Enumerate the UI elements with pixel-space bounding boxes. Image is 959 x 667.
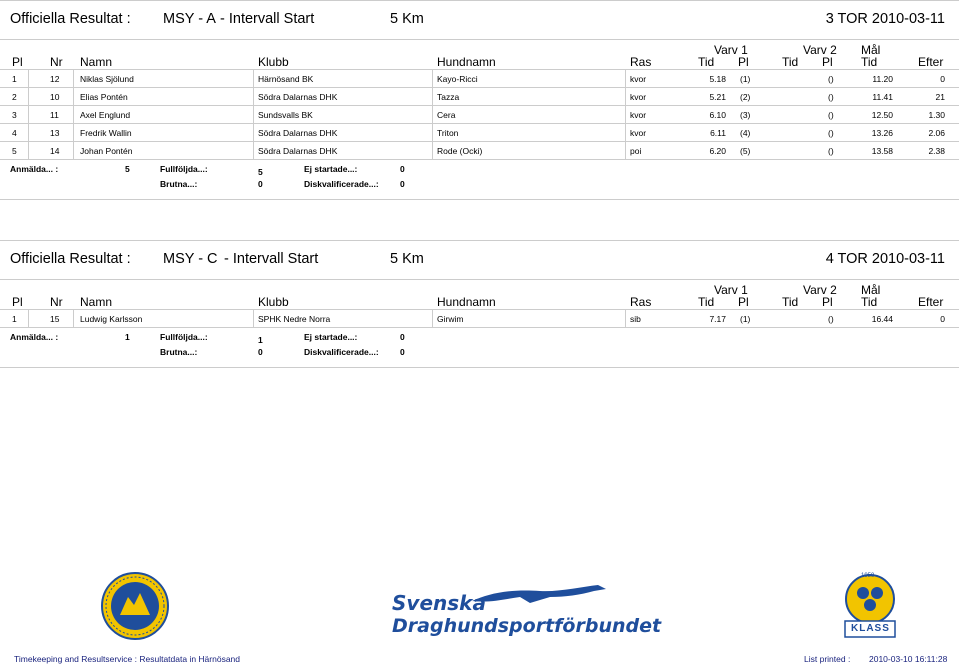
cell-hund: Kayo-Ricci bbox=[437, 74, 478, 84]
ejstartade-value: 0 bbox=[400, 164, 405, 174]
fullfoljda-label: Fullföljda...: bbox=[160, 332, 208, 342]
distance: 5 Km bbox=[390, 251, 424, 267]
results-section-msy-a bbox=[0, 0, 959, 200]
col-ras: Ras bbox=[630, 55, 652, 69]
col-nr: Nr bbox=[50, 55, 63, 69]
cell-namn: Axel Englund bbox=[80, 110, 131, 120]
cell-pl: 4 bbox=[12, 128, 17, 138]
anmalda-value: 1 bbox=[125, 332, 130, 342]
col-varv1: Varv 1 bbox=[714, 283, 748, 297]
cell-klubb: Sundsvalls BK bbox=[258, 110, 313, 120]
cell-v1pl: (1) bbox=[740, 74, 751, 84]
svenska-text: Svenska bbox=[392, 591, 486, 615]
col-hundnamn: Hundnamn bbox=[437, 55, 496, 69]
table-row bbox=[0, 124, 959, 142]
cell-v1tid: 6.11 bbox=[710, 128, 726, 138]
table-header bbox=[0, 280, 959, 310]
cell-nr: 10 bbox=[50, 92, 60, 102]
cell-ras: sib bbox=[630, 314, 641, 324]
cell-nr: 12 bbox=[50, 74, 60, 84]
cell-v2pl: () bbox=[828, 128, 834, 138]
class-name: MSY - C bbox=[163, 251, 218, 267]
printed-label: List printed : bbox=[804, 654, 851, 664]
sponsor-logos bbox=[0, 565, 959, 645]
table-row bbox=[0, 142, 959, 160]
table-body bbox=[0, 310, 959, 328]
summary bbox=[0, 328, 959, 368]
brutna-label: Brutna...: bbox=[160, 179, 198, 189]
col-efter: Efter bbox=[918, 295, 944, 309]
cell-mal: 13.58 bbox=[871, 146, 893, 156]
cell-v1tid: 6.10 bbox=[709, 110, 726, 120]
cell-namn: Johan Pontén bbox=[80, 146, 133, 156]
col-ras: Ras bbox=[630, 295, 652, 309]
cell-v1tid: 5.21 bbox=[709, 92, 726, 102]
section-title-row bbox=[0, 240, 959, 280]
cell-pl: 1 bbox=[12, 314, 17, 324]
table-row bbox=[0, 106, 959, 124]
cell-v2pl: () bbox=[828, 314, 834, 324]
cell-v1pl: (5) bbox=[740, 146, 751, 156]
cell-hund: Girwim bbox=[437, 314, 464, 324]
table-row bbox=[0, 88, 959, 106]
cell-namn: Fredrik Wallin bbox=[80, 128, 132, 138]
col-varv1-pl: Pl bbox=[738, 295, 749, 309]
cell-klubb: Härnösand BK bbox=[258, 74, 314, 84]
ejstartade-value: 0 bbox=[400, 332, 405, 342]
cell-v2pl: () bbox=[828, 146, 834, 156]
table-header bbox=[0, 40, 959, 70]
cell-klubb: Södra Dalarnas DHK bbox=[258, 146, 338, 156]
title-label: Officiella Resultat : bbox=[10, 11, 131, 27]
cell-ras: poi bbox=[630, 146, 642, 156]
cell-ras: kvor bbox=[630, 110, 647, 120]
cell-namn: Ludwig Karlsson bbox=[80, 314, 143, 324]
cell-efter: 2.38 bbox=[928, 146, 945, 156]
cell-ras: kvor bbox=[630, 128, 647, 138]
col-hundnamn: Hundnamn bbox=[437, 295, 496, 309]
cell-nr: 15 bbox=[50, 314, 60, 324]
cell-nr: 14 bbox=[50, 146, 60, 156]
cell-nr: 13 bbox=[50, 128, 60, 138]
col-nr: Nr bbox=[50, 295, 63, 309]
brutna-value: 0 bbox=[258, 179, 263, 189]
distance: 5 Km bbox=[390, 11, 424, 27]
cell-klubb: SPHK Nedre Norra bbox=[258, 314, 331, 324]
table-body bbox=[0, 70, 959, 160]
section-title-row bbox=[0, 0, 959, 40]
col-pl: Pl bbox=[12, 55, 23, 69]
col-mal: Mål bbox=[861, 283, 881, 297]
cell-namn: Elias Pontén bbox=[80, 92, 128, 102]
cell-efter: 21 bbox=[935, 92, 945, 102]
cell-klubb: Södra Dalarnas DHK bbox=[258, 92, 338, 102]
cell-v2pl: () bbox=[828, 92, 834, 102]
klass-text: KLASS bbox=[851, 623, 890, 634]
col-varv1-pl: Pl bbox=[738, 55, 749, 69]
klass-year: 1959 bbox=[861, 573, 875, 579]
cell-v1pl: (1) bbox=[740, 314, 751, 324]
brutna-value: 0 bbox=[258, 347, 263, 357]
diskv-label: Diskvalificerade...: bbox=[304, 347, 379, 357]
summary bbox=[0, 160, 959, 200]
table-row bbox=[0, 310, 959, 328]
anmalda-label: Anmälda... : bbox=[10, 164, 59, 174]
cell-efter: 0 bbox=[940, 74, 945, 84]
col-pl: Pl bbox=[12, 295, 23, 309]
ejstartade-label: Ej startade...: bbox=[304, 332, 358, 342]
cell-efter: 0 bbox=[940, 314, 945, 324]
anmalda-value: 5 bbox=[125, 164, 130, 174]
class-name: MSY - A bbox=[163, 11, 216, 27]
cell-hund: Rode (Ocki) bbox=[437, 146, 483, 156]
race-info: 4 TOR 2010-03-11 bbox=[825, 251, 945, 267]
ejstartade-label: Ej startade...: bbox=[304, 164, 358, 174]
cell-mal: 11.20 bbox=[872, 74, 893, 84]
col-varv1-tid: Tid bbox=[698, 55, 715, 69]
cell-pl: 5 bbox=[12, 146, 17, 156]
cell-v1tid: 6.20 bbox=[709, 146, 726, 156]
cell-hund: Cera bbox=[437, 110, 456, 120]
cell-nr: 11 bbox=[50, 110, 59, 120]
brutna-label: Brutna...: bbox=[160, 347, 198, 357]
footer-credit: Timekeeping and Resultservice : Resultatdata in Härnösand bbox=[14, 654, 241, 664]
cell-ras: kvor bbox=[630, 74, 647, 84]
cell-pl: 2 bbox=[12, 92, 17, 102]
col-efter: Efter bbox=[918, 55, 944, 69]
col-mal: Mål bbox=[861, 43, 881, 57]
col-varv2-tid: Tid bbox=[782, 295, 799, 309]
anmalda-label: Anmälda... : bbox=[10, 332, 59, 342]
cell-mal: 11.41 bbox=[872, 92, 893, 102]
fullfoljda-label: Fullföljda...: bbox=[160, 164, 208, 174]
diskv-value: 0 bbox=[400, 347, 405, 357]
diskv-value: 0 bbox=[400, 179, 405, 189]
title-label: Officiella Resultat : bbox=[10, 251, 131, 267]
cell-mal: 12.50 bbox=[871, 110, 893, 120]
col-namn: Namn bbox=[80, 55, 113, 69]
fullfoljda-value: 1 bbox=[258, 335, 263, 345]
col-klubb: Klubb bbox=[258, 295, 289, 309]
cell-v1pl: (2) bbox=[740, 92, 751, 102]
col-mal-tid: Tid bbox=[861, 55, 878, 69]
results-section-msy-c bbox=[0, 240, 959, 368]
cell-v1tid: 7.17 bbox=[709, 314, 726, 324]
col-varv2-tid: Tid bbox=[782, 55, 799, 69]
fullfoljda-value: 5 bbox=[258, 167, 263, 177]
cell-pl: 3 bbox=[12, 110, 17, 120]
footer bbox=[0, 653, 959, 667]
cell-pl: 1 bbox=[12, 74, 17, 84]
diskv-label: Diskvalificerade...: bbox=[304, 179, 379, 189]
draghund-federation-text: Draghundsportförbundet bbox=[392, 615, 662, 637]
cell-v1pl: (4) bbox=[740, 128, 751, 138]
cell-mal: 13.26 bbox=[871, 128, 893, 138]
col-namn: Namn bbox=[80, 295, 113, 309]
printed-value: 2010-03-10 16:11:28 bbox=[869, 654, 948, 664]
start-type: - Intervall Start bbox=[220, 11, 315, 27]
col-varv2: Varv 2 bbox=[803, 283, 837, 297]
cell-v2pl: () bbox=[828, 74, 834, 84]
cell-v1pl: (3) bbox=[740, 110, 751, 120]
cell-v1tid: 5.18 bbox=[709, 74, 726, 84]
start-type: - Intervall Start bbox=[224, 251, 319, 267]
col-varv2: Varv 2 bbox=[803, 43, 837, 57]
cell-ras: kvor bbox=[630, 92, 647, 102]
col-varv2-pl: Pl bbox=[822, 295, 833, 309]
col-klubb: Klubb bbox=[258, 55, 289, 69]
col-varv2-pl: Pl bbox=[822, 55, 833, 69]
cell-namn: Niklas Sjölund bbox=[80, 74, 134, 84]
table-row bbox=[0, 70, 959, 88]
cell-v2pl: () bbox=[828, 110, 834, 120]
cell-efter: 2.06 bbox=[928, 128, 945, 138]
cell-hund: Tazza bbox=[437, 92, 460, 102]
club-emblem-left-icon bbox=[100, 571, 170, 641]
col-mal-tid: Tid bbox=[861, 295, 878, 309]
cell-efter: 1.30 bbox=[928, 110, 945, 120]
draghund-dog-logo-icon bbox=[470, 583, 610, 605]
race-info: 3 TOR 2010-03-11 bbox=[825, 11, 945, 27]
col-varv1-tid: Tid bbox=[698, 295, 715, 309]
col-varv1: Varv 1 bbox=[714, 43, 748, 57]
cell-klubb: Södra Dalarnas DHK bbox=[258, 128, 338, 138]
cell-hund: Triton bbox=[437, 128, 459, 138]
cell-mal: 16.44 bbox=[871, 314, 893, 324]
